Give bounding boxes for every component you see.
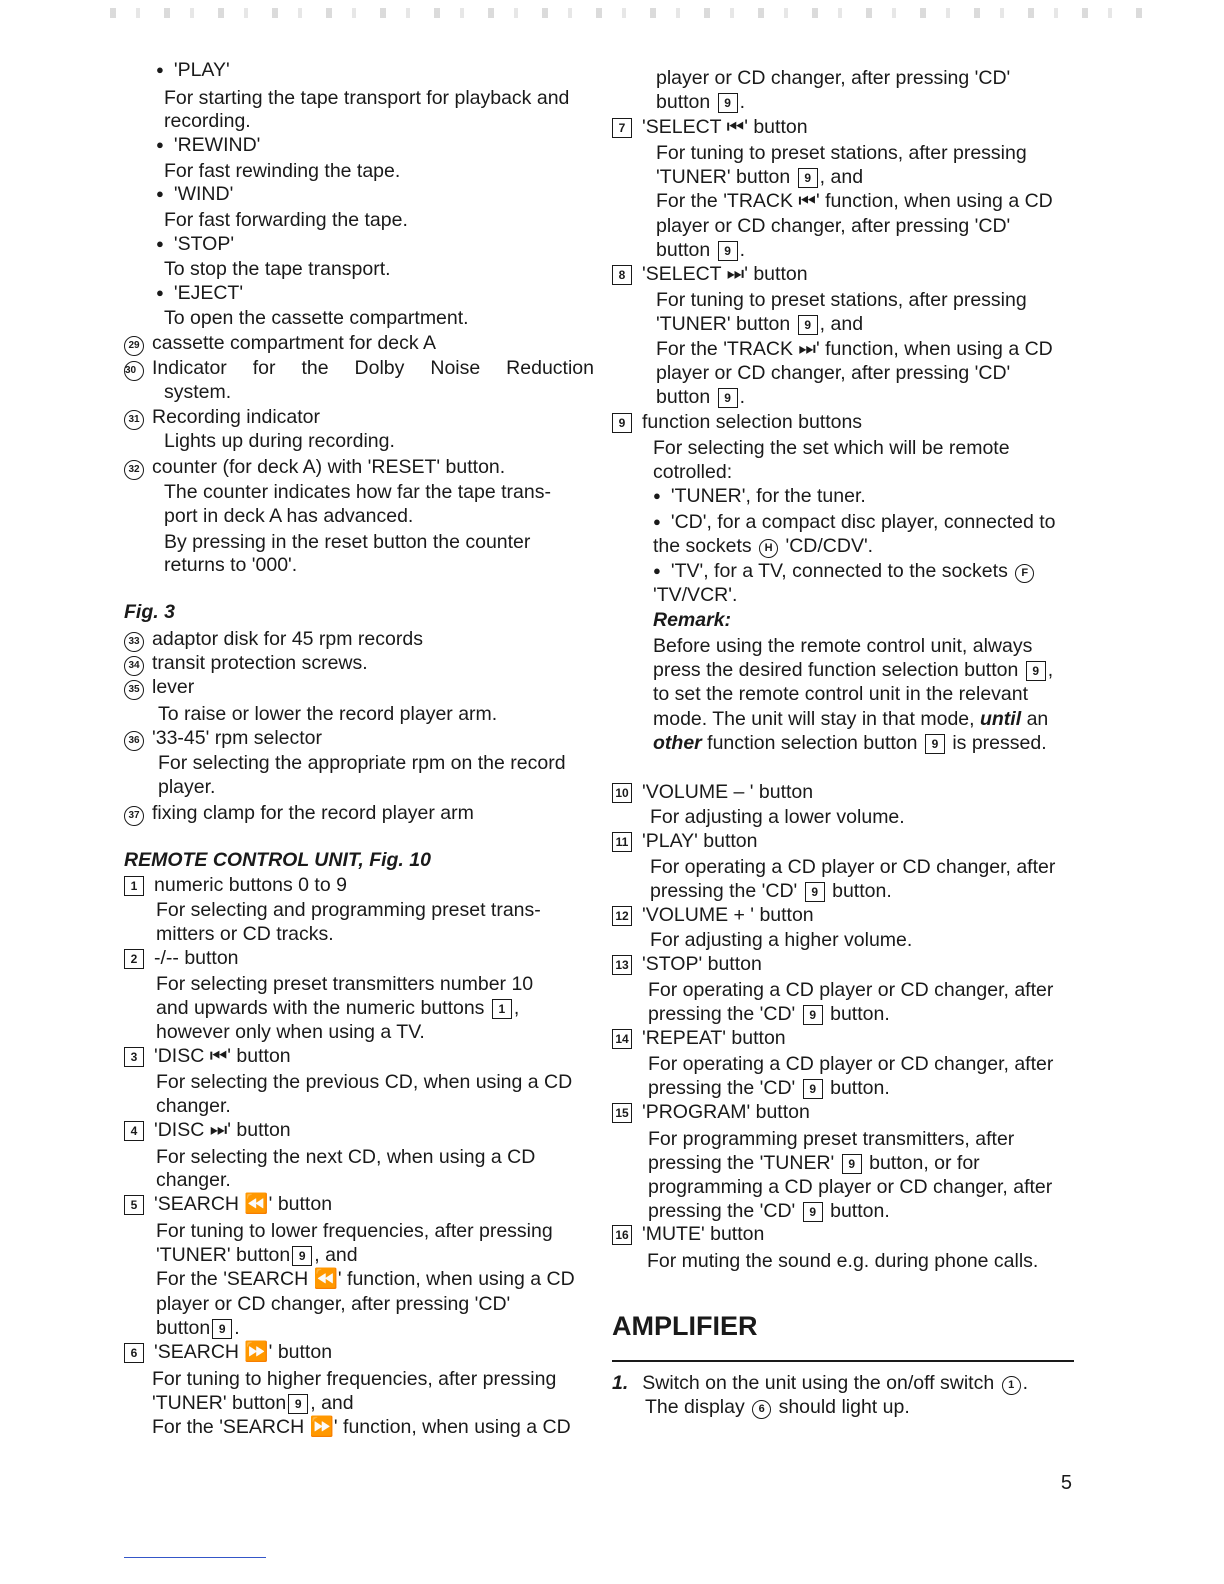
remote-item-7: 7 'SELECT ⏮' button bbox=[612, 115, 1082, 140]
remote-5-desc-5: button 9 . bbox=[156, 1317, 240, 1339]
remote-1-desc-1: For selecting and programming preset trans- bbox=[156, 899, 541, 921]
remote-9-desc-1: For selecting the set which will be remote bbox=[653, 437, 1010, 459]
remote-6-desc-3: For the 'SEARCH ⏩' function, when using a CD bbox=[152, 1416, 571, 1438]
remote-item-2: 2 -/-- button bbox=[124, 946, 594, 971]
remote-item-9: 9 function selection buttons bbox=[612, 410, 1082, 435]
amplifier-heading: AMPLIFIER bbox=[612, 1311, 758, 1341]
remote-15-desc-1: For programming preset transmitters, after bbox=[648, 1128, 1015, 1150]
remote-15-desc-2: pressing the 'TUNER' 9 button, or for bbox=[648, 1152, 980, 1174]
remote-3-desc-2: changer. bbox=[156, 1095, 231, 1117]
remote-2-desc-3: however only when using a TV. bbox=[156, 1021, 425, 1043]
item-37: 37 fixing clamp for the record player arm bbox=[124, 801, 594, 826]
remote-8-desc-3: For the 'TRACK ⏭' function, when using a CD bbox=[656, 338, 1053, 360]
heading-rule bbox=[612, 1360, 1074, 1362]
deck-play-desc-2: recording. bbox=[164, 110, 251, 132]
remote-7-desc-3: For the 'TRACK ⏮' function, when using a CD bbox=[656, 190, 1053, 212]
item-32-desc-1: The counter indicates how far the tape trans- bbox=[164, 481, 551, 503]
remark-4: mode. The unit will stay in that mode, until an bbox=[653, 708, 1049, 730]
remark-2: press the desired function selection button 9 , bbox=[653, 659, 1054, 681]
remote-4-desc-1: For selecting the next CD, when using a CD bbox=[156, 1146, 536, 1168]
deck-wind-desc: For fast forwarding the tape. bbox=[164, 209, 408, 231]
remote-5-desc-1: For tuning to lower frequencies, after pressing bbox=[156, 1220, 553, 1242]
remote-15-desc-4: pressing the 'CD' 9 button. bbox=[648, 1200, 890, 1222]
amplifier-step-1-cont: The display 6 should light up. bbox=[645, 1396, 910, 1418]
remote-item-16: 16 'MUTE' button bbox=[612, 1222, 1082, 1247]
remote-9-tuner: ● 'TUNER', for the tuner. bbox=[612, 484, 1082, 511]
item-29: 29 cassette compartment for deck A bbox=[124, 331, 594, 356]
item-30-cont: system. bbox=[164, 381, 232, 403]
remote-7-desc-4: player or CD changer, after pressing 'CD' bbox=[656, 215, 1011, 237]
remote-10-desc: For adjusting a lower volume. bbox=[650, 806, 905, 828]
remote-2-desc-1: For selecting preset transmitters number 10 bbox=[156, 973, 534, 995]
remark-3: to set the remote control unit in the relevant bbox=[653, 683, 1029, 705]
remote-item-12: 12 'VOLUME + ' button bbox=[612, 903, 1082, 928]
item-35-desc: To raise or lower the record player arm. bbox=[158, 703, 498, 725]
remote-8-desc-1: For tuning to preset stations, after pressing bbox=[656, 289, 1027, 311]
remote-7-desc-5: button 9 . bbox=[656, 239, 746, 261]
remote-8-desc-2: 'TUNER' button 9 , and bbox=[656, 313, 864, 335]
remote-item-13: 13 'STOP' button bbox=[612, 952, 1082, 977]
item-31: 31 Recording indicator bbox=[124, 405, 594, 430]
deck-wind-label: ● 'WIND' bbox=[124, 182, 594, 209]
remote-5-desc-4: player or CD changer, after pressing 'CD' bbox=[156, 1293, 511, 1315]
remote-item-11: 11 'PLAY' button bbox=[612, 829, 1082, 854]
deck-rewind-desc: For fast rewinding the tape. bbox=[164, 160, 401, 182]
remote-5-desc-2: 'TUNER' button 9 , and bbox=[156, 1244, 358, 1266]
remote-9-desc-2: cotrolled: bbox=[653, 461, 733, 483]
remote-3-desc-1: For selecting the previous CD, when using a CD bbox=[156, 1071, 573, 1093]
remote-item-4: 4 'DISC ⏭' button bbox=[124, 1118, 594, 1143]
remote-14-desc-1: For operating a CD player or CD changer, after bbox=[648, 1053, 1054, 1075]
fig3-title: Fig. 3 bbox=[124, 601, 175, 623]
remote-1-desc-2: mitters or CD tracks. bbox=[156, 923, 334, 945]
remote-2-desc-2: and upwards with the numeric buttons 1 , bbox=[156, 997, 520, 1019]
remote-13-desc-2: pressing the 'CD' 9 button. bbox=[648, 1003, 890, 1025]
item-32-desc-2: port in deck A has advanced. bbox=[164, 505, 414, 527]
item-34: 34 transit protection screws. bbox=[124, 651, 594, 676]
item-35: 35 lever bbox=[124, 675, 594, 700]
bottom-link-line bbox=[124, 1557, 266, 1558]
deck-play-label: ● 'PLAY' bbox=[124, 58, 594, 85]
remote-11-desc-2: pressing the 'CD' 9 button. bbox=[650, 880, 892, 902]
remote-7-desc-1: For tuning to preset stations, after pressing bbox=[656, 142, 1027, 164]
item-32: 32 counter (for deck A) with 'RESET' button. bbox=[124, 455, 594, 480]
remote-title: REMOTE CONTROL UNIT, Fig. 10 bbox=[124, 849, 431, 871]
remote-5-desc-3: For the 'SEARCH ⏪' function, when using a CD bbox=[156, 1268, 575, 1290]
remark-5: other function selection button 9 is pressed. bbox=[653, 732, 1047, 754]
item-32-desc-3: By pressing in the reset button the counter bbox=[164, 531, 531, 553]
remote-12-desc: For adjusting a higher volume. bbox=[650, 929, 913, 951]
remote-14-desc-2: pressing the 'CD' 9 button. bbox=[648, 1077, 890, 1099]
item-36-desc-2: player. bbox=[158, 776, 216, 798]
remote-9-cd-sockets: the sockets H 'CD/CDV'. bbox=[653, 535, 874, 557]
deck-eject-desc: To open the cassette compartment. bbox=[164, 307, 469, 329]
remote-15-desc-3: programming a CD player or CD changer, after bbox=[648, 1176, 1053, 1198]
item-32-desc-4: returns to '000'. bbox=[164, 554, 298, 576]
deck-eject-label: ● 'EJECT' bbox=[124, 281, 594, 308]
remote-9-cd: ● 'CD', for a compact disc player, connected to bbox=[612, 510, 1082, 537]
item-30: 30 Indicator for the Dolby Noise Reduction bbox=[125, 357, 594, 379]
remote-7-desc-2: 'TUNER' button 9 , and bbox=[656, 166, 864, 188]
remote-13-desc-1: For operating a CD player or CD changer, after bbox=[648, 979, 1054, 1001]
item-36-desc-1: For selecting the appropriate rpm on the record bbox=[158, 752, 566, 774]
remote-item-3: 3 'DISC ⏮' button bbox=[124, 1044, 594, 1069]
remote-item-15: 15 'PROGRAM' button bbox=[612, 1100, 1082, 1125]
cont-line-2: button 9 . bbox=[656, 91, 746, 113]
remark-1: Before using the remote control unit, always bbox=[653, 635, 1033, 657]
deck-stop-desc: To stop the tape transport. bbox=[164, 258, 391, 280]
remote-item-5: 5 'SEARCH ⏪' button bbox=[124, 1192, 594, 1217]
remote-6-desc-1: For tuning to higher frequencies, after pressing bbox=[152, 1368, 557, 1390]
remote-item-1: 1 numeric buttons 0 to 9 bbox=[124, 873, 594, 898]
remote-11-desc-1: For operating a CD player or CD changer, after bbox=[650, 856, 1056, 878]
remote-item-6: 6 'SEARCH ⏩' button bbox=[124, 1340, 594, 1365]
amplifier-step-1: 1. Switch on the unit using the on/off switch 1 . bbox=[612, 1372, 1029, 1394]
item-33: 33 adaptor disk for 45 rpm records bbox=[124, 627, 594, 652]
item-31-cont: Lights up during recording. bbox=[164, 430, 395, 452]
remote-6-desc-2: 'TUNER' button 9 , and bbox=[152, 1392, 354, 1414]
cont-line-1: player or CD changer, after pressing 'CD' bbox=[656, 67, 1011, 89]
page-number: 5 bbox=[1060, 1472, 1072, 1494]
item-36: 36 '33-45' rpm selector bbox=[124, 726, 594, 751]
remote-9-tv-sockets: 'TV/VCR'. bbox=[653, 584, 738, 606]
remote-8-desc-5: button 9 . bbox=[656, 386, 746, 408]
deck-stop-label: ● 'STOP' bbox=[124, 232, 594, 259]
remote-item-14: 14 'REPEAT' button bbox=[612, 1026, 1082, 1051]
remote-item-8: 8 'SELECT ⏭' button bbox=[612, 262, 1082, 287]
remote-4-desc-2: changer. bbox=[156, 1169, 231, 1191]
deck-rewind-label: ● 'REWIND' bbox=[124, 133, 594, 160]
deck-play-desc-1: For starting the tape transport for playback and bbox=[164, 87, 570, 109]
scan-noise bbox=[110, 8, 1150, 18]
remote-8-desc-4: player or CD changer, after pressing 'CD' bbox=[656, 362, 1011, 384]
remark-title: Remark: bbox=[653, 609, 732, 631]
remote-item-10: 10 'VOLUME – ' button bbox=[612, 780, 1082, 805]
remote-16-desc: For muting the sound e.g. during phone calls. bbox=[647, 1250, 1039, 1272]
remote-9-tv: ● 'TV', for a TV, connected to the sockets F bbox=[612, 559, 1082, 586]
